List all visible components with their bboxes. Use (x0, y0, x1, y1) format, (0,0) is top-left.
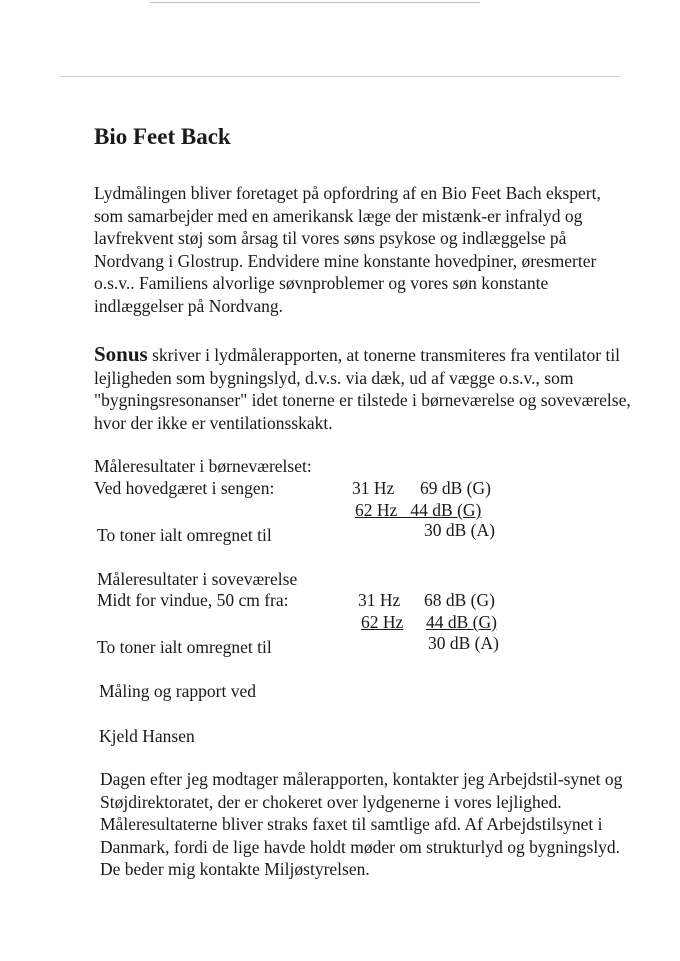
measure2-total-label: To toner ialt omregnet til (97, 637, 272, 657)
sonus-lead: Sonus (94, 342, 148, 366)
header-rule (60, 76, 620, 77)
page-title: Bio Feet Back (94, 124, 231, 149)
measure1-r1-freq: 31 Hz (352, 478, 395, 498)
measure2-location: Midt for vindue, 50 cm fra: (97, 590, 289, 610)
measure1-total-label: To toner ialt omregnet til (97, 525, 272, 545)
measure1-r2: 62 Hz 44 dB (G) (355, 500, 482, 520)
measure2-r2-freq: 62 Hz (361, 612, 404, 632)
closing-paragraph: Dagen efter jeg modtager målerapporten, kontakter jeg Arbejdstil-synet og Støjdirektoratet, der er chokeret over lydgenerne i vores lejlighed. Måleresultaterne bliver straks faxet til samtlige afd. Af Arbejdstilsynet i Danmark, fordi de lige havde holdt møder om strukturlyd og bygningslyd. De beder mig kontakte Miljøstyrelsen. (100, 769, 623, 879)
measure1-total-value: 30 dB (A) (424, 520, 495, 540)
measure2-r1-freq: 31 Hz (358, 590, 401, 610)
report-by: Måling og rapport ved (99, 681, 256, 701)
measure1-location: Ved hovedgæret i sengen: (94, 478, 275, 498)
measure2-r1-db: 68 dB (G) (424, 590, 495, 610)
top-rule (150, 2, 480, 3)
measure2-r2-db: 44 dB (G) (426, 612, 497, 632)
measure2-heading: Måleresultater i soveværelse (97, 569, 298, 589)
measure1-heading: Måleresultater i børneværelset: (94, 456, 312, 476)
measure2-total-value: 30 dB (A) (428, 633, 499, 653)
intro-paragraph: Lydmålingen bliver foretaget på opfordring af en Bio Feet Bach ekspert, som samarbejder med en amerikansk læge der mistænk-er infralyd og lavfrekvent støj som årsag til vores søns psykose og indlæggelse på Nordvang i Glostrup. Endvidere mine konstante hovedpiner, øresmerter o.s.v.. Familiens alvorlige søvnproblemer og vores søn konstante indlæggelser på Nordvang. (94, 183, 601, 316)
measure1-r1-db: 69 dB (G) (420, 478, 491, 498)
sonus-text: skriver i lydmålerapporten, at tonerne transmiteres fra ventilator til lejligheden som bygningslyd, d.v.s. via dæk, ud af vægge o.s.v., som "bygningsresonanser" idet tonerne er tilstede i børneværelse og soveværelse, hvor der ikke er ventilationsskakt. (94, 345, 631, 433)
author-name: Kjeld Hansen (99, 726, 195, 746)
sonus-paragraph (94, 343, 634, 434)
